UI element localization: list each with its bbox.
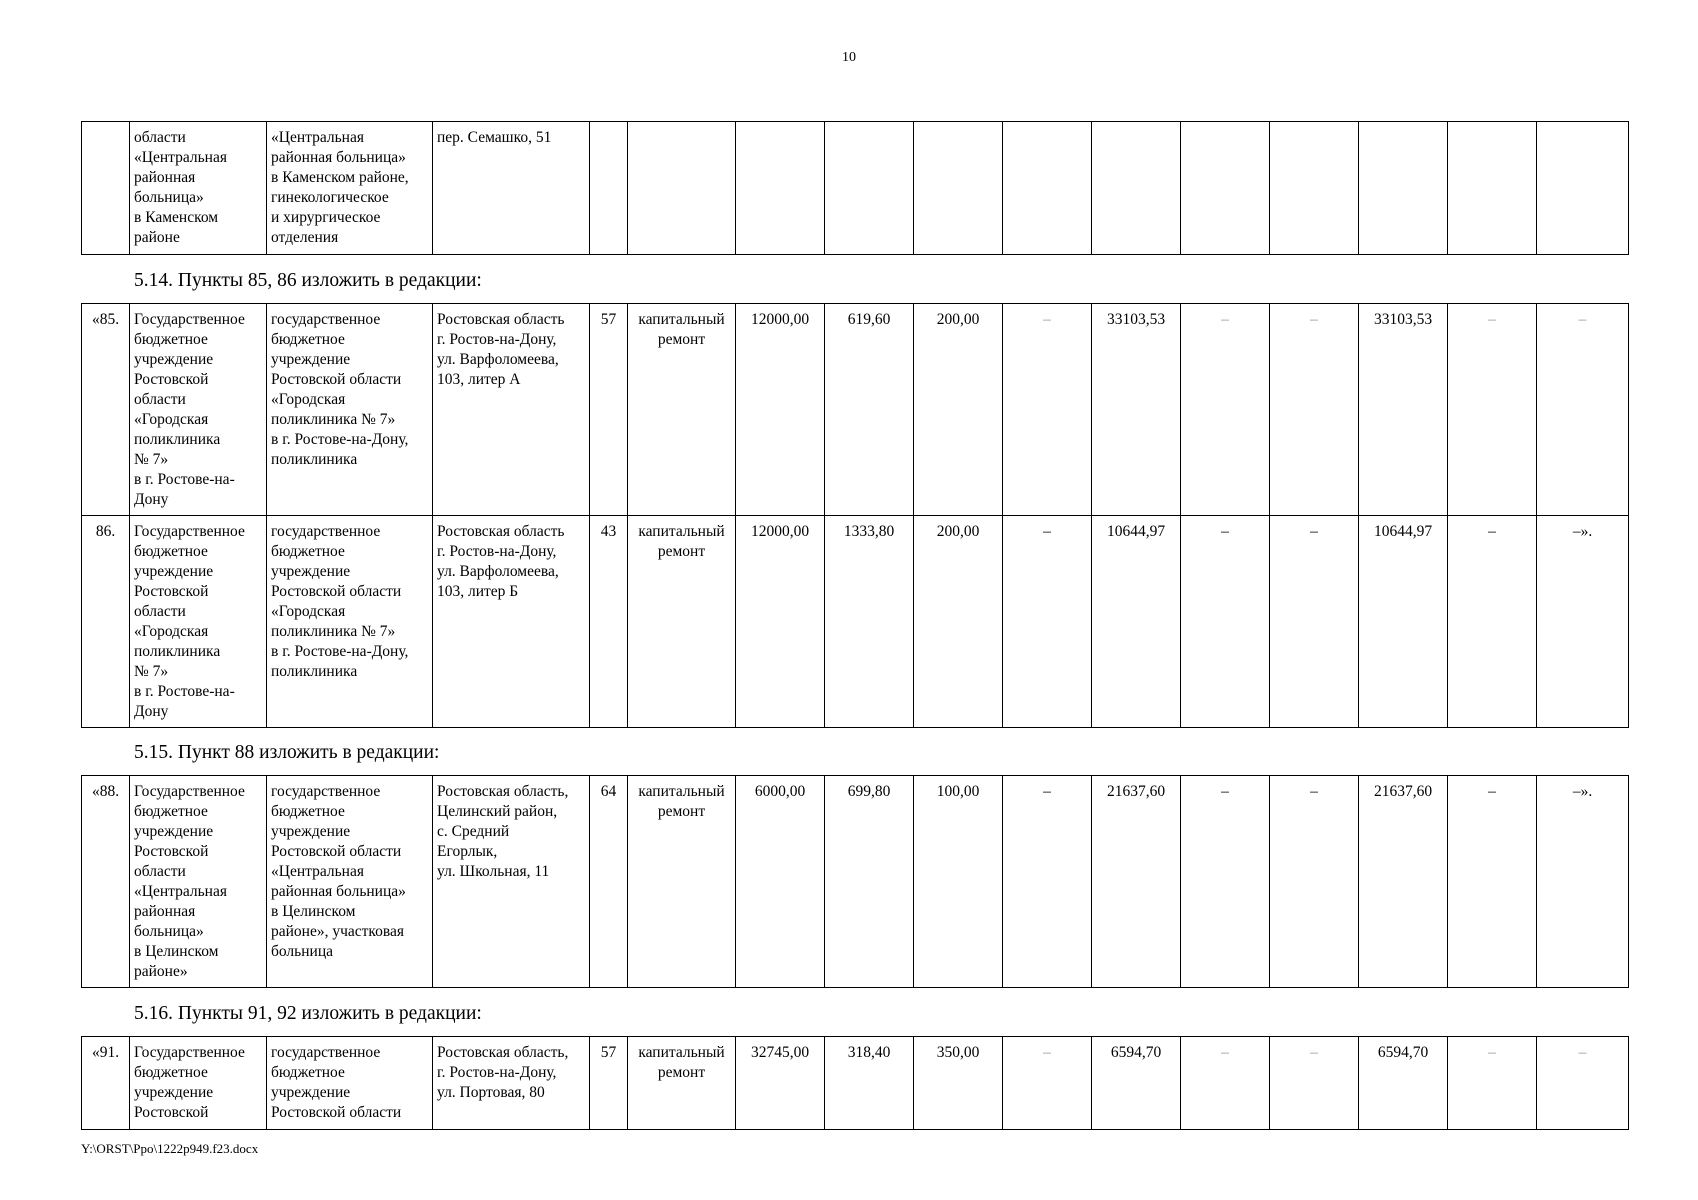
cell-c12: – [1270, 516, 1359, 728]
cell-organization: Государственное бюджетное учреждение Ростовской области «Городская поликлиника № 7» в г. Ростове-на- Дону [130, 516, 267, 728]
table-item-88 [81, 775, 1629, 988]
cell-c13: 10644,97 [1359, 516, 1448, 728]
cell-c11: – [1181, 516, 1270, 728]
cell-address: Ростовская область, г. Ростов-на-Дону, ул. Портовая, 80 [433, 1037, 590, 1130]
cell-c4: 43 [590, 516, 628, 728]
cell-c4: 57 [590, 304, 628, 516]
cell-c9: – [1003, 1037, 1092, 1130]
cell-work-type: капитальный ремонт [628, 516, 736, 728]
cell-c12: – [1270, 304, 1359, 516]
cell-c4: 57 [590, 1037, 628, 1130]
cell-c11: – [1181, 776, 1270, 988]
cell-c15: – [1537, 1037, 1629, 1130]
footer-file-path: Y:\ORST\Ppo\1222p949.f23.docx [81, 1141, 259, 1156]
cell-c10: 10644,97 [1092, 516, 1181, 728]
cell-c6: 12000,00 [736, 304, 825, 516]
cell-c8: 100,00 [914, 776, 1003, 988]
cell-object: государственное бюджетное учреждение Ростовской области «Центральная районная больница» в Целинском районе», участковая больница [267, 776, 433, 988]
page-number: 10 [842, 50, 856, 65]
cell-c11: – [1181, 304, 1270, 516]
cell-organization: области «Центральная районная больница» в Каменском районе [130, 122, 267, 255]
cell-c14: – [1448, 516, 1537, 728]
cell-work-type: капитальный ремонт [628, 1037, 736, 1130]
cell-c12: – [1270, 1037, 1359, 1130]
cell-c9: – [1003, 304, 1092, 516]
cell-organization: Государственное бюджетное учреждение Ростовской [130, 1037, 267, 1130]
cell-object: государственное бюджетное учреждение Ростовской области [267, 1037, 433, 1130]
table-row [82, 122, 1629, 255]
cell-c12: – [1270, 776, 1359, 988]
cell-c11: – [1181, 1037, 1270, 1130]
cell-c15: –». [1537, 516, 1629, 728]
cell-num: 86. [82, 516, 130, 728]
cell-organization: Государственное бюджетное учреждение Ростовской области «Городская поликлиника № 7» в г. Ростове-на- Дону [130, 304, 267, 516]
cell-address: Ростовская область г. Ростов-на-Дону, ул. Варфоломеева, 103, литер А [433, 304, 590, 516]
cell-c13: 6594,70 [1359, 1037, 1448, 1130]
cell-object: «Центральная районная больница» в Каменском районе, гинекологическое и хирургическое отделения [267, 122, 433, 255]
cell-c10: 33103,53 [1092, 304, 1181, 516]
cell-address: Ростовская область г. Ростов-на-Дону, ул. Варфоломеева, 103, литер Б [433, 516, 590, 728]
cell-c14: – [1448, 776, 1537, 988]
cell-c13: 33103,53 [1359, 304, 1448, 516]
cell-c7: 1333,80 [825, 516, 914, 728]
cell-c6: 12000,00 [736, 516, 825, 728]
cell-c9: – [1003, 516, 1092, 728]
cell-c7: 619,60 [825, 304, 914, 516]
cell-c8: 200,00 [914, 516, 1003, 728]
cell-c15: – [1537, 304, 1629, 516]
section-heading-5-14: 5.14. Пункты 85, 86 изложить в редакции: [134, 270, 482, 291]
table-item-91 [81, 1036, 1629, 1130]
cell-c6: 6000,00 [736, 776, 825, 988]
section-heading-5-16: 5.16. Пункты 91, 92 изложить в редакции: [134, 1003, 482, 1024]
cell-c10: 21637,60 [1092, 776, 1181, 988]
cell-c8: 200,00 [914, 304, 1003, 516]
cell-address: Ростовская область, Целинский район, с. Средний Егорлык, ул. Школьная, 11 [433, 776, 590, 988]
cell-address: пер. Семашко, 51 [433, 122, 590, 255]
section-heading-5-15: 5.15. Пункт 88 изложить в редакции: [134, 742, 440, 763]
cell-num: «91. [82, 1037, 130, 1130]
cell-num [82, 122, 130, 255]
cell-object: государственное бюджетное учреждение Ростовской области «Городская поликлиника № 7» в г. Ростове-на-Дону, поликлиника [267, 304, 433, 516]
table-continuation [81, 121, 1629, 255]
cell-c4: 64 [590, 776, 628, 988]
cell-c14: – [1448, 304, 1537, 516]
table-items-85-86 [81, 303, 1629, 728]
cell-c15: –». [1537, 776, 1629, 988]
cell-c9: – [1003, 776, 1092, 988]
cell-work-type: капитальный ремонт [628, 304, 736, 516]
table-row [82, 516, 1629, 728]
cell-c10: 6594,70 [1092, 1037, 1181, 1130]
table-row [82, 1037, 1629, 1130]
cell-num: «88. [82, 776, 130, 988]
table-row [82, 776, 1629, 988]
cell-c6: 32745,00 [736, 1037, 825, 1130]
table-row [82, 304, 1629, 516]
cell-c7: 699,80 [825, 776, 914, 988]
cell-work-type: капитальный ремонт [628, 776, 736, 988]
cell-c8: 350,00 [914, 1037, 1003, 1130]
cell-c7: 318,40 [825, 1037, 914, 1130]
cell-object: государственное бюджетное учреждение Ростовской области «Городская поликлиника № 7» в г. Ростове-на-Дону, поликлиника [267, 516, 433, 728]
cell-c14: – [1448, 1037, 1537, 1130]
cell-num: «85. [82, 304, 130, 516]
cell-c13: 21637,60 [1359, 776, 1448, 988]
cell-organization: Государственное бюджетное учреждение Ростовской области «Центральная районная больница» в Целинском районе» [130, 776, 267, 988]
